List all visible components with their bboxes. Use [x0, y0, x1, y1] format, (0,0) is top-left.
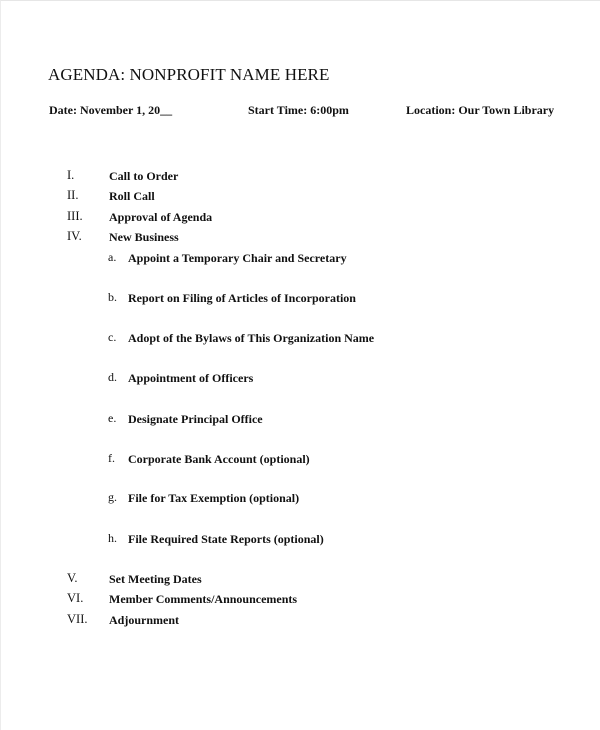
- sub-item-letter-f: f.: [108, 451, 115, 465]
- agenda-item-roll-call: Roll Call: [109, 189, 155, 203]
- sub-item-letter-e: e.: [108, 411, 117, 425]
- sub-item-letter-h: h.: [108, 531, 117, 545]
- agenda-numeral-2: II.: [67, 188, 79, 202]
- agenda-numeral-3: III.: [67, 209, 83, 223]
- agenda-item-call-to-order: Call to Order: [109, 169, 179, 183]
- sub-item-bank-account: Corporate Bank Account (optional): [128, 452, 310, 466]
- sub-item-principal-office: Designate Principal Office: [128, 412, 263, 426]
- agenda-numeral-6: VI.: [67, 591, 84, 605]
- agenda-item-meeting-dates: Set Meeting Dates: [109, 572, 202, 586]
- sub-item-adopt-bylaws: Adopt of the Bylaws of This Organization Name: [128, 331, 375, 345]
- sub-item-letter-d: d.: [108, 370, 117, 384]
- sub-item-letter-g: g.: [108, 490, 117, 504]
- sub-item-letter-c: c.: [108, 330, 117, 344]
- sub-item-letter-b: b.: [108, 290, 117, 304]
- meeting-date: Date: November 1, 20__: [49, 103, 173, 117]
- meeting-start-time: Start Time: 6:00pm: [248, 103, 349, 117]
- sub-item-appoint-chair: Appoint a Temporary Chair and Secretary: [128, 251, 347, 265]
- agenda-numeral-1: I.: [67, 168, 75, 182]
- agenda-item-new-business: New Business: [109, 230, 179, 244]
- agenda-numeral-7: VII.: [67, 612, 88, 626]
- sub-item-letter-a: a.: [108, 250, 117, 264]
- agenda-title: AGENDA: NONPROFIT NAME HERE: [48, 65, 330, 84]
- sub-item-appointment-officers: Appointment of Officers: [128, 371, 254, 385]
- sub-item-state-reports: File Required State Reports (optional): [128, 532, 324, 546]
- agenda-numeral-5: V.: [67, 571, 78, 585]
- agenda-item-adjournment: Adjournment: [109, 613, 180, 627]
- agenda-numeral-4: IV.: [67, 229, 82, 243]
- agenda-item-approval-of-agenda: Approval of Agenda: [109, 210, 213, 224]
- sub-item-tax-exemption: File for Tax Exemption (optional): [128, 491, 300, 505]
- sub-item-report-articles: Report on Filing of Articles of Incorporation: [128, 291, 356, 305]
- meeting-location: Location: Our Town Library: [406, 103, 555, 117]
- agenda-item-member-comments: Member Comments/Announcements: [109, 592, 298, 606]
